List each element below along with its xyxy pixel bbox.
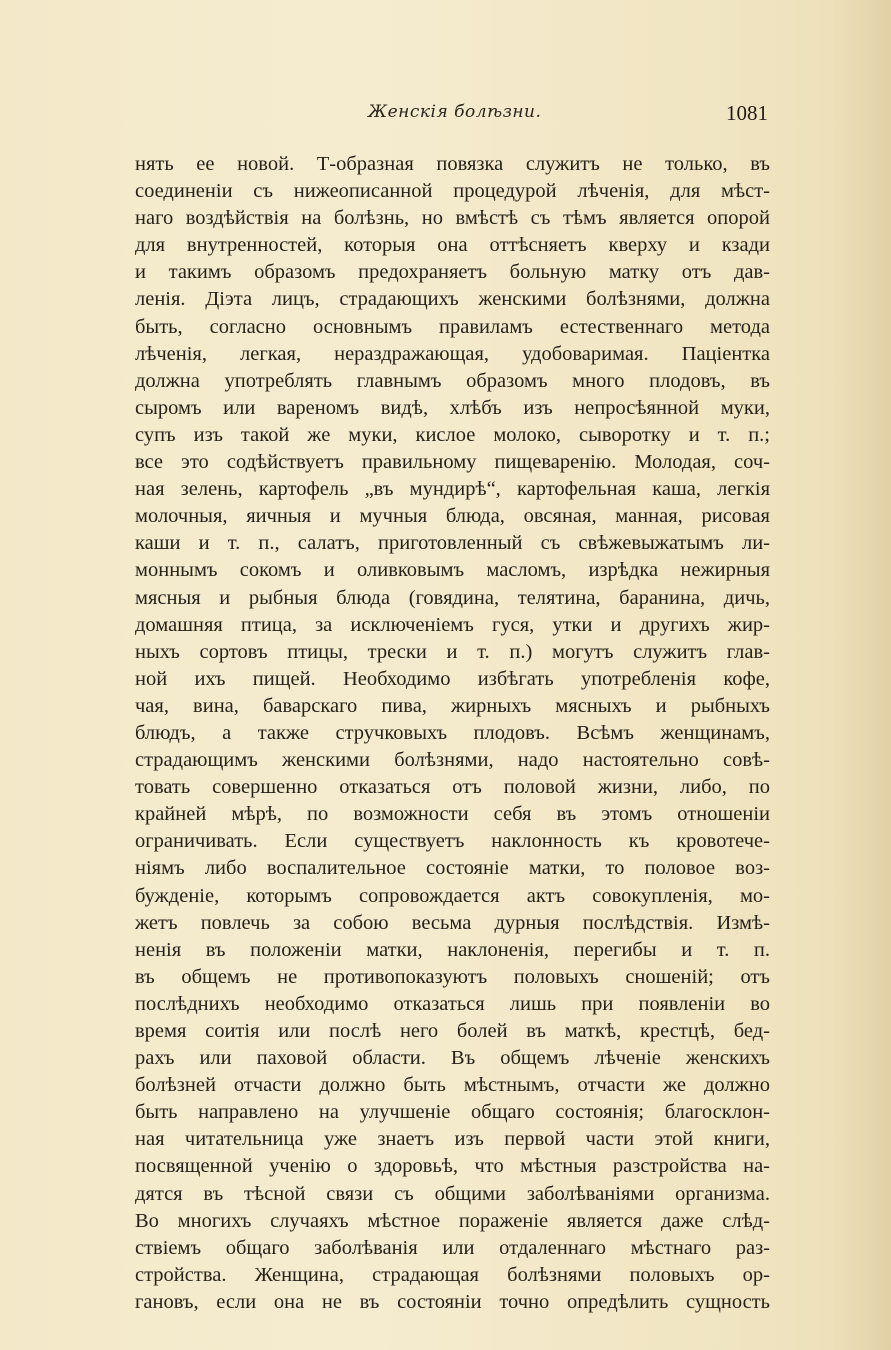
text-line: каши и т. п., салатъ, приготовленный съ свѣжевыжатымъ ли- [135,532,770,555]
text-line: послѣднихъ необходимо отказаться лишь при появленіи во [135,992,770,1015]
text-line: блюдъ, а также стручковыхъ плодовъ. Всѣмъ женщинамъ, [135,721,770,744]
page-edge-shading [831,0,891,1350]
text-line: дятся въ тѣсной связи съ общими заболѣваніями организма. [135,1182,770,1205]
text-line: гановъ, если она не въ состояніи точно опредѣлить сущность [135,1290,770,1313]
text-line: супъ изъ такой же муки, кислое молоко, сыворотку и т. п.; [135,423,770,446]
text-line: должна употреблять главнымъ образомъ много плодовъ, въ [135,369,770,392]
text-line: для внутренностей, которыя она оттѣсняетъ кверху и кзади [135,234,770,257]
text-line: быть, согласно основнымъ правиламъ естественнаго метода [135,315,770,338]
text-line: время соитія или послѣ него болей въ маткѣ, крестцѣ, бед- [135,1020,770,1042]
text-line: рахъ или паховой области. Въ общемъ лѣченіе женскихъ [135,1047,770,1070]
running-head: Женскія болѣзни. [368,102,542,122]
text-line: домашняя птица, за исключеніемъ гуся, утки и другихъ жир- [135,613,770,636]
page-number: 1081 [726,101,768,125]
text-line: молочныя, яичныя и мучныя блюда, овсяная, манная, рисовая [135,505,770,528]
text-line: мясныя и рыбныя блюда (говядина, телятина, баранина, дичь, [135,586,770,609]
text-line: ная зелень, картофель „въ мундирѣ“, картофельная каша, легкія [135,478,770,501]
text-line: Во многихъ случаяхъ мѣстное пораженіе является даже слѣд- [135,1209,770,1232]
text-line: ная читательница уже знаетъ изъ первой части этой книги, [135,1128,770,1151]
text-line: чая, вина, баварскаго пива, жирныхъ мясныхъ и рыбныхъ [135,694,770,717]
text-line: соединеніи съ нижеописанной процедурой лѣченія, для мѣст- [135,180,770,203]
body-text [135,151,770,1316]
text-line: страдающимъ женскими болѣзнями, надо настоятельно совѣ- [135,749,770,772]
text-line: все это содѣйствуетъ правильному пищеваренію. Молодая, соч- [135,451,770,474]
text-line: крайней мѣрѣ, по возможности себя въ этомъ отношеніи [135,803,770,826]
text-line: и такимъ образомъ предохраняетъ больную матку отъ дав- [135,261,770,284]
text-line: сыромъ или вареномъ видѣ, хлѣбъ изъ непросѣянной муки, [135,396,770,419]
text-line: бужденіе, которымъ сопровождается актъ совокупленія, мо- [135,884,770,907]
text-line: жетъ повлечь за собою весьма дурныя послѣдствія. Измѣ- [135,911,770,934]
text-line: товать совершенно отказаться отъ половой жизни, либо, по [135,776,770,799]
text-line: быть направлено на улучшеніе общаго состоянія; благосклон- [135,1101,770,1124]
text-line: ствіемъ общаго заболѣванія или отдаленнаго мѣстнаго раз- [135,1236,770,1259]
text-line: ніямъ либо воспалительное состояніе матки, то половое воз- [135,857,770,880]
text-line: нять ее новой. Т-образная повязка служитъ не только, въ [135,153,770,175]
text-line: лѣченія, легкая, нераздражающая, удобоваримая. Паціентка [135,342,770,365]
text-line: болѣзней отчасти должно быть мѣстнымъ, отчасти же должно [135,1074,770,1097]
text-line: моннымъ сокомъ и оливковымъ масломъ, изрѣдка нежирныя [135,559,770,582]
text-line: ныхъ сортовъ птицы, трески и т. п.) могутъ служитъ глав- [135,640,770,663]
text-line: ненія въ положеніи матки, наклоненія, перегибы и т. п. [135,938,770,961]
text-line: стройства. Женщина, страдающая болѣзнями половыхъ ор- [135,1263,770,1286]
text-line: въ общемъ не противопоказуютъ половыхъ сношеній; отъ [135,965,770,988]
text-line: ограничивать. Если существуетъ наклонность къ кровотече- [135,830,770,853]
text-line: наго воздѣйствія на болѣзнь, но вмѣстѣ съ тѣмъ является опорой [135,207,770,230]
text-line: ной ихъ пищей. Необходимо избѣгать употребленія кофе, [135,667,770,690]
text-line: ленія. Діэта лицъ, страдающихъ женскими болѣзнями, должна [135,288,770,311]
text-line: посвященной ученію о здоровьѣ, что мѣстныя разстройства на- [135,1155,770,1178]
